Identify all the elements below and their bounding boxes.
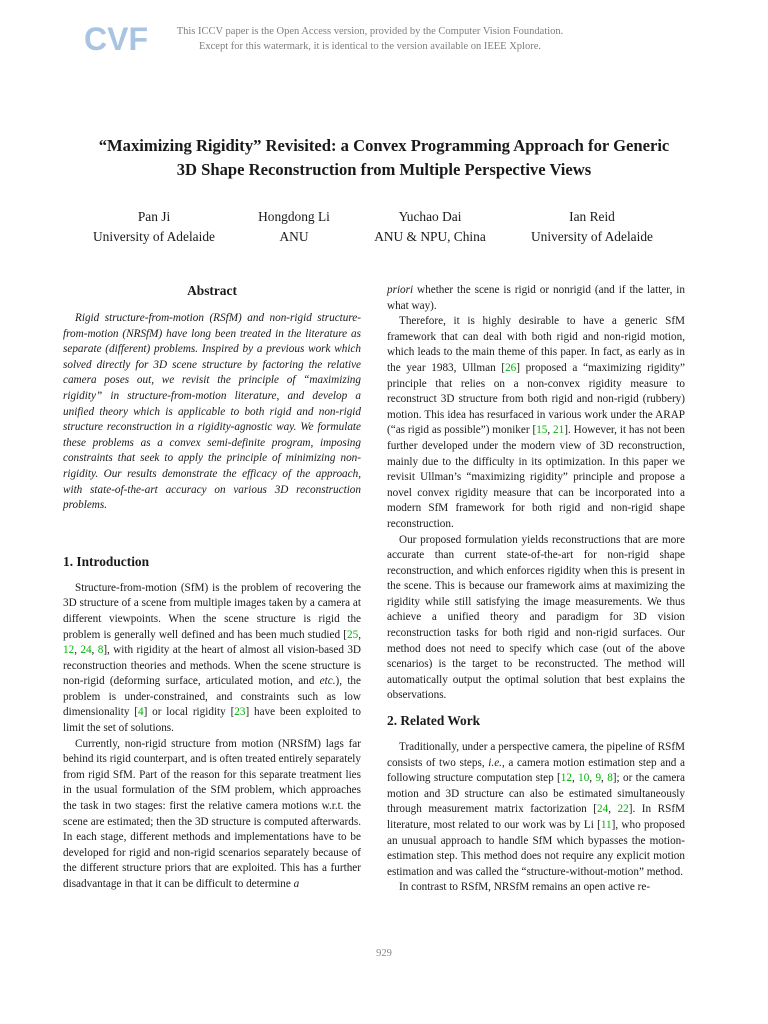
author-4 — [497, 207, 687, 247]
citation-link[interactable]: 8 — [607, 772, 613, 785]
watermark-line-2: Except for this watermark, it is identical to the version available on IEEE Xplore. — [198, 41, 541, 52]
right-column — [387, 283, 685, 896]
author-name: Hongdong Li — [258, 209, 330, 224]
author-affiliation: University of Adelaide — [531, 229, 653, 244]
open-access-watermark — [150, 24, 590, 54]
citation-link[interactable]: 11 — [600, 819, 612, 831]
citation-link[interactable]: 25 — [347, 628, 359, 641]
citation-link[interactable]: 26 — [505, 361, 517, 374]
citation-link[interactable]: 21 — [553, 424, 565, 437]
citation-link[interactable]: 12 — [560, 772, 572, 785]
intro-paragraph-2-continued: priori whether the scene is rigid or nonrigid (and if the latter, in what way). — [387, 284, 685, 312]
author-name: Pan Ji — [137, 209, 171, 224]
citation-link[interactable]: 15 — [536, 424, 548, 437]
title-line-1: “Maximizing Rigidity” Revisited: a Convex Programming Approach for Generic — [98, 136, 670, 155]
section-heading-related-work: 2. Related Work — [387, 713, 481, 729]
left-column — [63, 283, 361, 893]
page-number: 929 — [376, 948, 392, 959]
citation-link[interactable]: 24 — [80, 644, 92, 657]
svg-text:CVF: CVF — [84, 21, 148, 57]
cvf-logo-icon — [84, 20, 148, 57]
citation-link[interactable]: 9 — [595, 772, 602, 785]
intro-paragraph-4: Our proposed formulation yields reconstructions that are more accurate than current state-of-the-art for non-rigid shape reconstruction, and which enforces rigidity when this is present in the scene. This is because our framework aims at maximizing the rigidity while still satisfying the image measurements. We thus achieve a unified theory and paradigm for 3D vision reconstruction tasks for both rigid and non-rigid surfaces. Our method does not need to specify which case (out of the above scenarios) is the target to be reconstructed. The method will automatically output the optimal solution that best explains the observations. — [387, 533, 685, 702]
section-heading-introduction: 1. Introduction — [63, 553, 150, 569]
citation-link[interactable]: 24 — [597, 803, 609, 816]
author-name: Yuchao Dai — [398, 209, 462, 224]
title-line-2: 3D Shape Reconstruction from Multiple Perspective Views — [176, 160, 592, 179]
intro-paragraph-2: Currently, non-rigid structure from motion (NRSfM) lags far behind its rigid counterpart, and is often treated entirely separately from rigid SfM. Part of the reason for this separate treatment lies in the usual formulation of the SfM problem, which approaches the task in two stages: first the relative camera motions w.r.t. the scene are estimated; then the 3D structure is computed afterwards. In each stage, different methods and implementations have to be developed for rigid and non-rigid scenarios separately because of the different structure priors that are exploited. This has a further disadvantage in that it can be difficult to determine a — [63, 737, 361, 890]
author-affiliation: ANU — [279, 229, 309, 244]
abstract-heading: Abstract — [187, 283, 237, 298]
author-affiliation: ANU & NPU, China — [374, 229, 486, 244]
related-paragraph-1: Traditionally, under a perspective camera, the pipeline of RSfM consists of two steps, i.e., a camera motion estimation step and a following structure computation step [12, 10, 9, 8]; or the camera motion and 3D structure can also be estimated simultaneously through measurement matrix factorization [24, 22]. In RSfM literature, most related to our work was by Li [11], who proposed an unusual approach to handle SfM which bypasses the motion-estimation step. This method does not require any explicit motion estimation and was called the “structure-without-motion” method. — [387, 741, 686, 878]
author-name: Ian Reid — [569, 209, 615, 224]
abstract-body: Rigid structure-from-motion (RSfM) and non-rigid structure-from-motion (NRSfM) have long been treated in the literature as separate (different) problems. Inspired by a previous work which solved directly for 3D scene structure by factoring the relative camera poses out, we revisit the principle of “maximizing rigidity” in structure-from-motion literature, and develop a unified theory which is applicable to both rigid and non-rigid structure reconstruction in a rigidity-agnostic way. We formulate these problems as a convex semi-definite program, imposing constraints that seek to apply the principle of minimizing non-rigidity. Our results demonstrate the efficacy of the approach, with state-of-the-art accuracy on various 3D reconstruction problems. — [63, 312, 361, 512]
citation-link[interactable]: 8 — [97, 644, 104, 657]
citation-link[interactable]: 10 — [578, 772, 590, 785]
intro-paragraph-1: Structure-from-motion (SfM) is the problem of recovering the 3D structure of a scene from multiple images taken by a camera at different viewpoints. When the scene structure is rigid the problem is generally well defined and has been much studied [25, 12, 24, 8], with rigidity at the heart of almost all vision-based 3D reconstruction theories and methods. When the scene structure is non-rigid (deforming surface, articulated motion, and etc.), the problem is under-constrained, and constraints such as low dimensionality [4] or local rigidity [23] have been exploited to limit the set of solutions. — [63, 581, 362, 735]
citation-link[interactable]: 22 — [617, 803, 629, 816]
paper-title — [40, 134, 728, 182]
citation-link[interactable]: 12 — [63, 644, 75, 657]
author-affiliation: University of Adelaide — [93, 229, 215, 244]
intro-paragraph-3: Therefore, it is highly desirable to have a generic SfM framework that can deal with both rigid and non-rigid motion, which leads to the main theme of this paper. In fact, as early as in the year 1983, Ullman [26] proposed a “maximizing rigidity” principle that relies on a non-convex rigidity measure to reconstruct 3D structure from both rigid and non-rigid (rubbery) motion. This idea has resurfaced in various work under the ARAP (“as rigid as possible”) moniker [15, 21]. However, it has not been further developed under the modern view of 3D reconstruction, mainly due to the difficulty in its optimization. In this paper we revisit Ullman’s “maximizing rigidity” principle and propose a novel convex rigidity measure that can be incorporated into a modern SfM framework for both rigid and non-rigid shape reconstruction. — [387, 315, 685, 530]
citation-link[interactable]: 4 — [138, 706, 144, 719]
cvf-logo — [84, 20, 148, 61]
related-paragraph-2: In contrast to RSfM, NRSfM remains an open active re- — [399, 881, 651, 894]
watermark-line-1: This ICCV paper is the Open Access version, provided by the Computer Vision Foundation. — [176, 26, 564, 37]
citation-link[interactable]: 23 — [234, 706, 246, 719]
